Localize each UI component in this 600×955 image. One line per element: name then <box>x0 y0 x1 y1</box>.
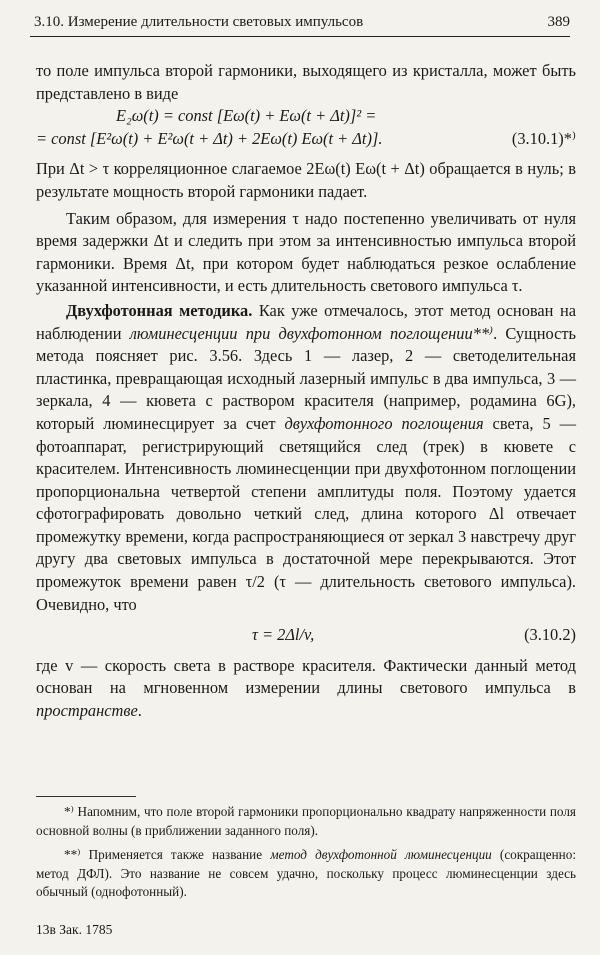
footnote-2 <box>36 846 576 902</box>
text-run: **⁾ Применяется также название <box>64 847 271 862</box>
italic-term: пространстве <box>36 701 138 721</box>
text-run: . Сущность метода поясняет рис. 3.56. Здесь 1 — лазер, 2 — светоделительная пластинка, превращающая исходный лазерный импульс в два импульса, 3 — зеркала, 4 — кювета с раствором красителя (например, родамина 6G), который люминесцирует за счет <box>36 323 576 433</box>
equation-number: (3.10.1)*⁾ <box>511 128 576 148</box>
text-run: Как уже отмечалось, этот метод основан на наблюдении <box>36 300 576 343</box>
equation-number: (3.10.2) <box>524 625 576 645</box>
equation-line-2: = const [E²ω(t) + E²ω(t + Δt) + 2Eω(t) Eω(t + Δt)]. <box>36 128 383 148</box>
footnote-1: *⁾ Напомним, что поле второй гармоники пропорционально квадрату напряженности поля основной волны (в приближении заданного поля). <box>36 804 576 838</box>
running-header <box>30 14 570 37</box>
equation-tau: τ = 2Δl/v, <box>252 625 315 645</box>
italic-term: двухфотонного поглощения <box>284 413 484 433</box>
paragraph-intro: то поле импульса второй гармоники, выходящего из кристалла, может быть представлено в виде <box>36 61 576 103</box>
paragraph-two-photon <box>36 300 576 616</box>
equation-line-1: E₂ω(t) = const [Eω(t) + Eω(t + Δt)]² = <box>116 106 377 126</box>
italic-term: люминесценции при двухфотонном поглощении**⁾ <box>129 323 494 343</box>
paragraph-conclusion <box>36 655 576 723</box>
equation-3-10-1 <box>36 128 576 151</box>
footnote-rule <box>36 796 136 797</box>
paragraph-delay: Таким образом, для измерения τ надо постепенно увеличивать от нуля время задержки Δt и следить при этом за интенсивностью импульса второй гармоники. Время Δt, при котором будет наблюдаться резкое ослабление указанной интенсивности, и есть длительность светового импульса τ. <box>36 208 576 296</box>
main-text <box>36 60 576 723</box>
text-run: где v — скорость света в растворе красителя. Фактически данный метод основан на мгновенном измерении длины светового импульса в <box>36 655 576 698</box>
equation-3-10-2 <box>36 624 576 647</box>
section-title: 3.10. Измерение длительности световых импульсов <box>34 14 364 30</box>
page-number: 389 <box>547 14 570 30</box>
text-run: . <box>137 701 142 721</box>
footnotes <box>36 803 576 908</box>
text-run: света, 5 — фотоаппарат, регистрирующий светящийся след (трек) в кювете с красителем. Интенсивность люминесценции при двухфотонном поглощении пропорциональна четвертой степени амплитуды поля. Поэтому удается сфотографировать довольно четкий след, длина которого Δl отвечает промежутку времени, когда распространяющиеся от зеркал 3 навстречу друг другу два световых импульса в достаточной мере перекрываются. Этот промежуток времени равен τ/2 (τ — длительность светового импульса). Очевидно, что <box>36 413 576 614</box>
italic-term: метод двухфотонной люминесценции <box>270 847 492 862</box>
text-run: (сокращенно: метод ДФЛ). Это название не совсем удачно, поскольку процесс люминесценции здесь обычный (однофотонный). <box>36 847 576 899</box>
printer-signature: 13в Зак. 1785 <box>36 922 113 937</box>
paragraph-correlation: При Δt > τ корреляционное слагаемое 2Eω(t) Eω(t + Δt) обращается в нуль; в результате мощность второй гармоники падает. <box>36 159 576 201</box>
subheading: Двухфотонная методика. <box>66 300 253 320</box>
